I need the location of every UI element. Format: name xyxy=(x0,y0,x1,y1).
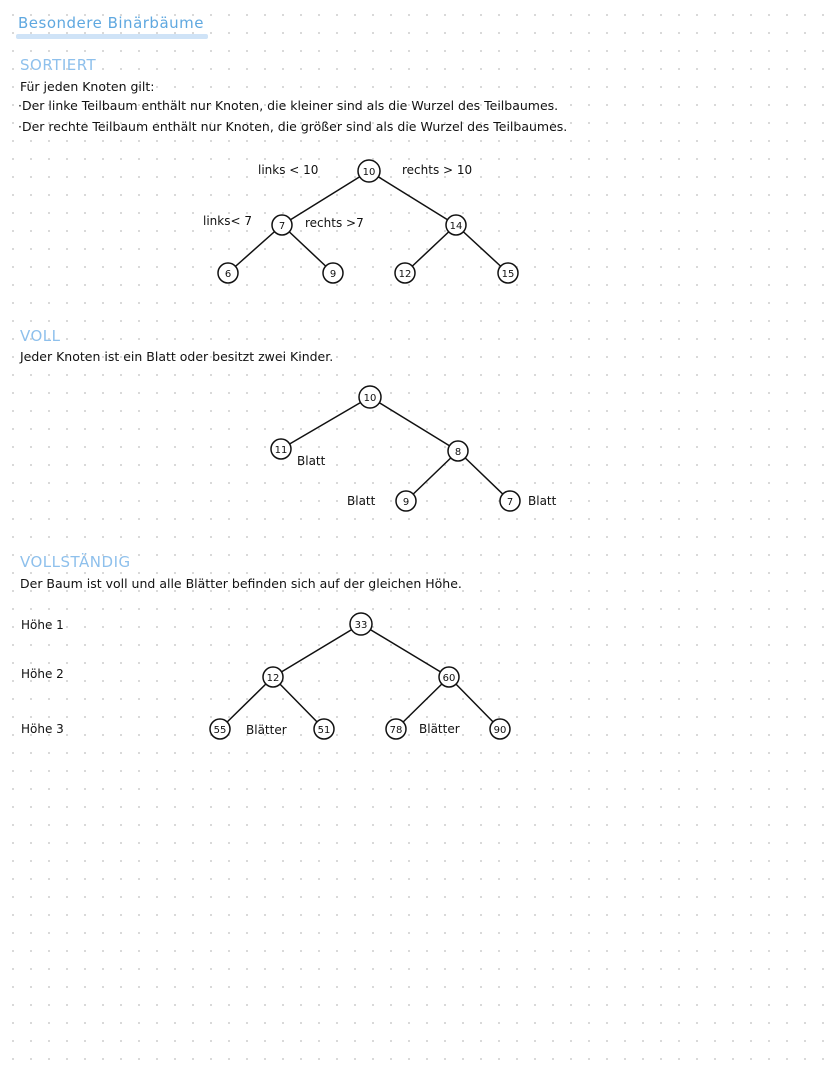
label-rechts-7: rechts >7 xyxy=(305,216,364,230)
label-blaetter-left: Blätter xyxy=(246,723,287,737)
label-blatt-11: Blatt xyxy=(297,454,326,468)
svg-text:15: 15 xyxy=(501,269,515,280)
label-hoehe-3: Höhe 3 xyxy=(21,722,64,736)
section-heading-sortiert: SORTIERT xyxy=(20,56,97,74)
label-hoehe-1: Höhe 1 xyxy=(21,618,64,632)
svg-text:9: 9 xyxy=(329,269,337,280)
tree-node xyxy=(386,719,406,739)
sortiert-rule-left: ·Der linke Teilbaum enthält nur Knoten, die kleiner sind als die Wurzel des Teilbaumes. xyxy=(18,98,559,113)
tree-node xyxy=(314,719,334,739)
label-blatt-9: Blatt xyxy=(347,494,376,508)
tree-edge xyxy=(273,677,324,729)
label-links-10: links < 10 xyxy=(258,163,319,177)
tree-node xyxy=(350,613,372,635)
svg-text:14: 14 xyxy=(449,221,463,232)
tree-node xyxy=(210,719,230,739)
label-blaetter-right: Blätter xyxy=(419,722,460,736)
tree-edge xyxy=(220,677,273,729)
tree-node xyxy=(263,667,283,687)
svg-text:60: 60 xyxy=(442,673,456,684)
svg-text:6: 6 xyxy=(224,269,232,280)
svg-text:33: 33 xyxy=(354,620,368,631)
svg-text:10: 10 xyxy=(363,393,377,404)
svg-text:51: 51 xyxy=(317,725,331,736)
tree-edge xyxy=(361,624,449,677)
svg-text:7: 7 xyxy=(506,497,514,508)
svg-text:78: 78 xyxy=(389,725,403,736)
svg-text:55: 55 xyxy=(213,725,227,736)
svg-text:8: 8 xyxy=(454,447,462,458)
svg-text:90: 90 xyxy=(493,725,507,736)
svg-text:12: 12 xyxy=(266,673,280,684)
tree-node xyxy=(439,667,459,687)
label-blatt-7: Blatt xyxy=(528,494,557,508)
page-title: Besondere Binärbäume xyxy=(18,14,204,32)
section-heading-voll: VOLL xyxy=(20,327,61,345)
voll-text: Jeder Knoten ist ein Blatt oder besitzt zwei Kinder. xyxy=(20,349,334,364)
tree-edge xyxy=(273,624,361,677)
sortiert-intro: Für jeden Knoten gilt: xyxy=(20,79,155,94)
tree-node xyxy=(490,719,510,739)
section-heading-vollstaendig: VOLLSTÄNDIG xyxy=(20,553,131,571)
svg-text:10: 10 xyxy=(362,167,376,178)
label-hoehe-2: Höhe 2 xyxy=(21,667,64,681)
sortiert-rule-right: ·Der rechte Teilbaum enthält nur Knoten, die größer sind als die Wurzel des Teilbaumes. xyxy=(18,119,568,134)
svg-text:9: 9 xyxy=(402,497,410,508)
svg-text:7: 7 xyxy=(278,221,286,232)
vollstaendig-text: Der Baum ist voll und alle Blätter befinden sich auf der gleichen Höhe. xyxy=(20,576,462,591)
svg-text:12: 12 xyxy=(398,269,412,280)
label-links-7: links< 7 xyxy=(203,214,252,228)
svg-text:11: 11 xyxy=(274,445,288,456)
label-rechts-10: rechts > 10 xyxy=(402,163,473,177)
